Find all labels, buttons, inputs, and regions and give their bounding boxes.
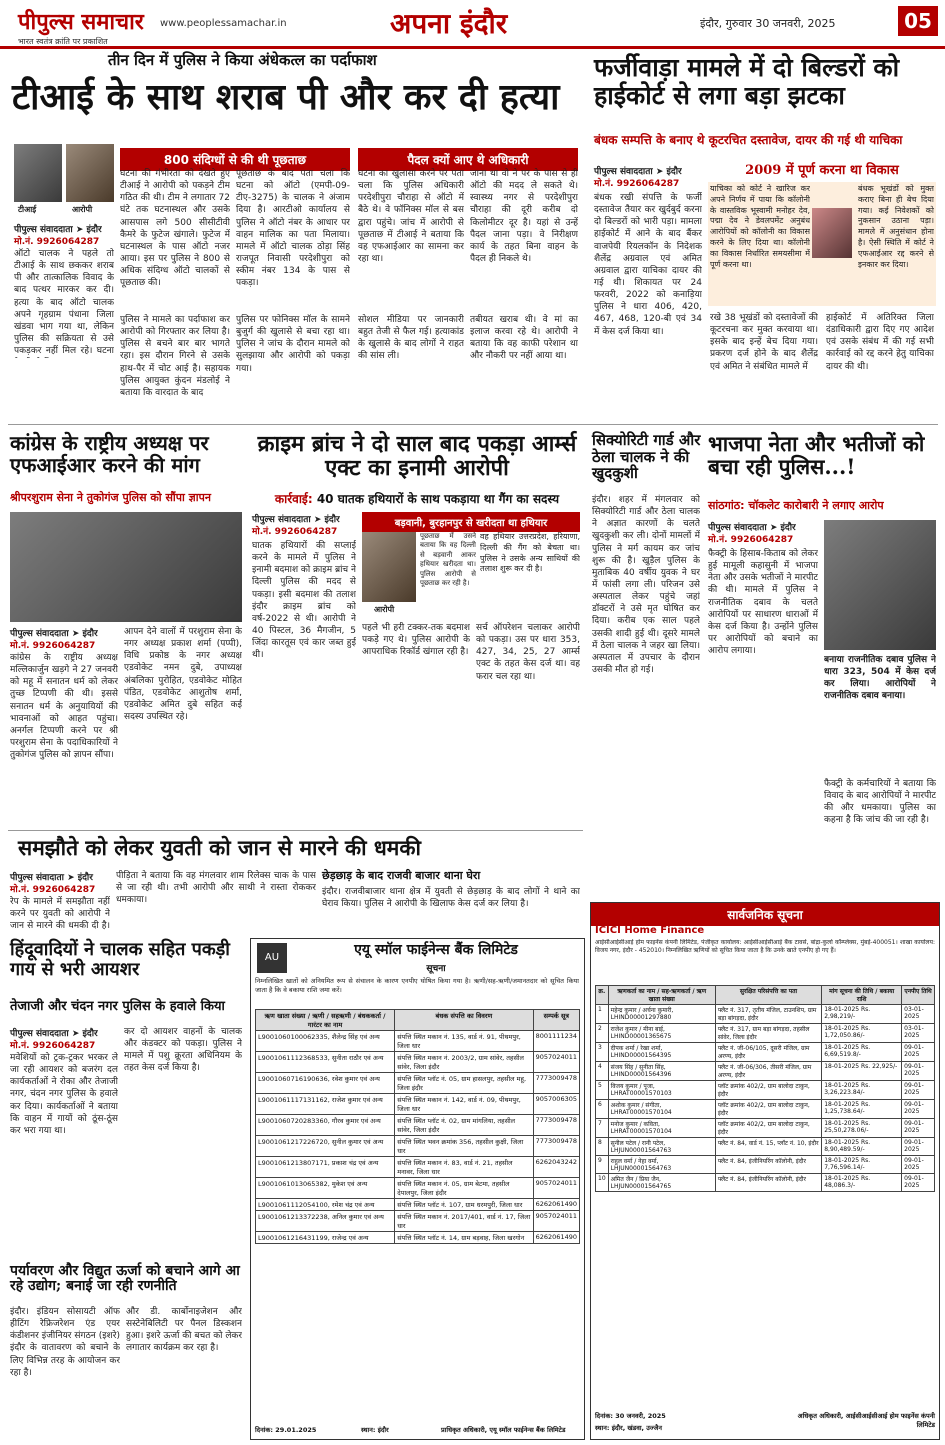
story-headline: सिक्योरिटी गार्ड और ठेला चालक ने की खुदकुशी [592, 431, 701, 482]
table-row [256, 1199, 580, 1211]
table-cell: 1 [596, 1005, 609, 1024]
story-deck [252, 490, 582, 507]
byline: पीपुल्स संवाददाता ➤ इंदौर [252, 515, 340, 525]
story-kicker: तीन दिन में पुलिस ने किया अंधेकत्ल का पर्दाफाश [108, 51, 377, 69]
reporter-mobile: मो.नं. 9926064287 [708, 535, 794, 545]
story-threat [8, 834, 583, 934]
table-cell: अशोक कुमार / संगीता, LHRAT00001570104 [608, 1100, 715, 1119]
divider [8, 830, 583, 831]
story-deck: श्रीपरशुराम सेना ने तुकोगंज पुलिस को सौंपा ज्ञापन [10, 491, 211, 504]
table-row [596, 1174, 935, 1192]
brand-logo [18, 6, 144, 47]
table-cell: 09-01-2025 [902, 1062, 935, 1081]
table-cell: फ्लैट नं. जी-06/306, तीसरी मंजिल, ग्राम अरण्य, इंदौर [715, 1062, 821, 1081]
table-cell: 09-01-2025 [902, 1156, 935, 1174]
story-bjp-leader [706, 428, 938, 898]
table-row [256, 1178, 580, 1199]
story-deck [708, 498, 936, 513]
table-cell: 18-01-2025 Rs. 48,086.3/- [822, 1174, 902, 1192]
table-cell: 18-01-2025 Rs. 8,90,489.59/- [822, 1138, 902, 1156]
table-cell: 9057024011 [533, 1052, 579, 1073]
deck-text: चॉकलेट कारोबारी ने लगाए आरोप [748, 499, 884, 512]
article-body: घातक हथियारों की सप्लाई करने के मामले में पुलिस ने इनामी बदमाश को क्राइम ब्रांच ने दिल्ली पुलिस की मदद से पकड़ा। इसी बदमाश की तलाश इंदौर क्राइम ब्रांच को वर्ष-2022 से थी। आरोपी ने 40 पिस्टल, 36 मैगजीन, 5 जिंदा कारतूस एवं कार जब्त हुई थी। [252, 541, 356, 661]
story-headline: भाजपा नेता और भतीजों को बचा रही पुलिस...! [708, 431, 925, 480]
story-congress [8, 428, 244, 828]
au-bank-notice [250, 938, 585, 1440]
table-cell: 6262061490 [533, 1232, 579, 1244]
table-cell: 18-01-2025 Rs. 3,26,223.84/- [822, 1081, 902, 1100]
table-cell: L9001060100062335, शैलेन्द्र सिंह एवं अन्य [256, 1031, 395, 1052]
table-cell: 09-01-2025 [902, 1100, 935, 1119]
box-title: 2009 में पूर्ण करना था विकास [745, 163, 899, 178]
reporter-mobile: मो.नं. 9926064287 [10, 885, 96, 895]
table-cell: 18-01-2025 Rs. 2,98,219/- [822, 1005, 902, 1024]
table-cell: 9 [596, 1156, 609, 1174]
section-title: अपना इंदौर [390, 7, 508, 40]
table-row [596, 1005, 935, 1024]
article-body: सोशल मीडिया पर जानकारी बहुत तेजी से फैल गई। हत्याकांड के खुलासे के बाद लोगों ने राहत की सांस ली। [358, 315, 464, 362]
building-photo [812, 208, 852, 258]
table-cell: संपत्ति स्थित मकान नं. 142, वार्ड नं. 09, पीथमपुर, जिला धार [395, 1094, 533, 1115]
masthead [0, 0, 945, 49]
story-crime-branch [250, 428, 583, 828]
table-cell: 10 [596, 1174, 609, 1192]
table-cell: 6 [596, 1100, 609, 1119]
table-cell: 18-01-2025 Rs. 1,72,050.86/- [822, 1024, 902, 1043]
article-body: बंधक रखी संपत्ति के फर्जी दस्तावेज तैयार कर खुर्दबुर्द करना दो बिल्डरों को भारी पड़ा। मामला हाईकोर्ट में आने के बाद बैंकर वाजपेयी रियलकॉन के निदेशक शैलेंद्र अग्रवाल एवं अमित अग्रवाल द्वारा याचिका दायर की गई थी। शिकायत पर 24 फरवरी, 2022 को कनाड़िया पुलिस ने धारा 406, 420, 467, 468, 120-बी एवं 34 में केस दर्ज किया था। [594, 193, 702, 337]
notice-signatory: अधिकृत अधिकारी, आईसीआईसीआई होम फाइनेंस कंपनी लिमिटेड [797, 1412, 935, 1429]
page-number: 05 [898, 6, 938, 36]
table-cell: 09-01-2025 [902, 1174, 935, 1192]
table-header: ऋणकर्ता का नाम / सह-ऋणकर्ता / ऋण खाता संख्या [608, 986, 715, 1005]
notice-intro: आईसीआईसीआई होम फाइनेंस कंपनी लिमिटेड, पंजीकृत कार्यालय: आईसीआईसीआई बैंक टावर्स, बांद्रा-कुर्ला कॉम्प्लेक्स, मुंबई-400051। शाखा कार्यालय: विजय नगर, इंदौर - 452010। निम्नलिखित ऋणियों को सूचित किया जाता है कि उनके खाते एनपीए हो गए हैं। [595, 939, 935, 955]
article-body: इंदौर। राजवीबाजार थाना क्षेत्र में युवती से छेड़छाड़ के बाद लोगों ने थाने का घेराव किया। पुलिस ने आरोपी के खिलाफ केस दर्ज कर लिया है। [322, 887, 580, 910]
table-cell: 3 [596, 1043, 609, 1062]
notice-table [255, 1009, 580, 1244]
article-body: ऑटो चालक ने पहले तो टीआई के साथ छककर शराब पी और तात्कालिक विवाद के बाद पत्थर मारकर कर दी। हत्या के बाद ऑटो चालक अपने गृहग्राम पंधाना जिला खंडवा भाग गया था, लेकिन पुलिस की सक्रियता से उसे पकड़कर नहीं मिल रहे। घटना [14, 249, 114, 357]
table-row [256, 1232, 580, 1244]
story-headline: पर्यावरण और विद्युत ऊर्जा को बचाने आगे आ रहे उद्योग; बनाई जा रही रणनीति [10, 1263, 240, 1295]
table-row [256, 1031, 580, 1052]
table-header: सुरक्षित परिसंपत्ति का पता [715, 986, 821, 1005]
notice-date: दिनांक: 30 जनवरी, 2025 [595, 1412, 666, 1420]
table-cell: राहुल वर्मा / नेहा वर्मा, LHJUN00001564763 [608, 1156, 715, 1174]
article-body: सर्च ऑपरेशन चलाकर आरोपी को पकड़ा। उस पर धारा 353, 427, 34, 25, 27 आर्म्स एक्ट के तहत केस दर्ज था। वह फरार चल रहा था। [476, 623, 580, 682]
story-suicide [590, 428, 702, 898]
brand-tagline: भारत स्वतंत्र क्रांति पर प्रकाशित [18, 37, 108, 46]
table-cell: विजय कुमार / पूजा, LHRAT00001570103 [608, 1081, 715, 1100]
table-cell: फ्लैट नं. 317, तृतीय मंजिल, टाउनशिप, ग्राम बड़ा बांगड़दा, इंदौर [715, 1005, 821, 1024]
table-header: बंधक संपत्ति का विवरण [395, 1010, 533, 1031]
photo-caption: आरोपी [374, 605, 395, 614]
article-body: आपन देने वालों में परशुराम सेना के नगर अध्यक्ष प्रकाश शर्मा (पप्पी), विधि प्रकोष्ठ के नगर अध्यक्ष एडवोकेट नमन दुबे, उपाध्यक्ष अंबलिका पुरोहित, एडवोकेट मोहित पंडित, एडवोकेट आशुतोष शर्मा, एडवोकेट अमित दुबे सहित कई सदस्य उपस्थित रहे। [124, 627, 242, 722]
subheading-box: 800 संदिग्धों से की थी पूछताछ [120, 148, 350, 171]
table-cell: संपत्ति स्थित मकान नं. 05, ग्राम बेटमा, तहसील देपालपुर, जिला इंदौर [395, 1178, 533, 1199]
table-cell: महेन्द्र कुमार / अर्चना कुमारी, LHIND00001297880 [608, 1005, 715, 1024]
table-cell: संपत्ति स्थित मकान नं. 83, वार्ड नं. 21, तहसील मनावर, जिला धार [395, 1157, 533, 1178]
article-body: कांग्रेस के राष्ट्रीय अध्यक्ष मल्लिकार्जुन खड़गे ने 27 जनवरी को महू में सनातन धर्म को लेकर तुच्छ टिप्पणी की थी। इससे सनातन धर्म के अनुयायियों की भावनाओं को आहत पहुंचा। अनर्गल टिप्पणी करने पर श्री परशुराम सेना के पदाधिकारियों ने तुकोगंज पुलिस को ज्ञापन सौंपा। [10, 653, 118, 761]
photo-caption: टीआई [18, 205, 37, 214]
table-cell: संपत्ति स्थित मकान नं. 2003/2, ग्राम सांवेर, तहसील सांवेर, जिला इंदौर [395, 1052, 533, 1073]
article-body: पुलिस पर फोनिक्स मॉल के सामने बुजुर्ग की खुलासे से बचा रहा था। पुलिस ने जांच के दौरान मामले को सुलझाया और आरोपी को पकड़ा गया। [236, 315, 350, 374]
table-cell: L9001061216431199, राजेन्द्र एवं अन्य [256, 1232, 395, 1244]
table-header: मांग सूचना की तिथि / बकाया राशि [822, 986, 902, 1005]
article-body: हाईकोर्ट में अतिरिक्त जिला दंडाधिकारी द्वारा दिए गए आदेश एवं उसके संबंध में की गई सभी कार्रवाई को रद्द करने हेतु याचिका दायर की थी। [826, 313, 934, 372]
divider [8, 424, 938, 425]
table-row [256, 1052, 580, 1073]
reporter-mobile: मो.नं. 9926064287 [10, 641, 96, 651]
story-deck: बंधक सम्पत्ति के बनाए थे कूटरचित दस्तावेज, दायर की गई थी याचिका [594, 133, 903, 147]
table-row [596, 1062, 935, 1081]
table-cell: दीपक शर्मा / रेखा शर्मा, LHIND00001564395 [608, 1043, 715, 1062]
table-cell: फ्लैट नं. 84, इंजीनियरिंग कॉलोनी, इंदौर [715, 1156, 821, 1174]
table-cell: 18-01-2025 Rs. 6,69,519.8/- [822, 1043, 902, 1062]
ti-photo [14, 144, 62, 202]
company-logo: ICICI Home Finance [595, 925, 705, 936]
bank-logo-icon: AU [257, 943, 287, 973]
notice-table [595, 985, 935, 1192]
notice-subtitle: सूचना [426, 964, 446, 974]
table-row [256, 1073, 580, 1094]
table-row [596, 1043, 935, 1062]
table-cell: 7773009478 [533, 1136, 579, 1157]
story-headline: हिंदूवादियों ने चालक सहित पकड़ी गाय से भरी आयशर [10, 939, 230, 980]
memorandum-photo [10, 512, 242, 622]
table-cell: 2 [596, 1024, 609, 1043]
table-cell: 8 [596, 1138, 609, 1156]
table-row [596, 1156, 935, 1174]
subheading-box: बड़वानी, बुरहानपुर से खरीदता था हथियार [362, 512, 580, 532]
article-body: पूछताछ में उसने बताया कि वह दिल्ली से बड़वानी आकर हथियार खरीदता था। पुलिस आरोपी से पूछताछ कर रही है। [420, 532, 476, 588]
story-environment [8, 1262, 244, 1440]
deck-text: 40 घातक हथियारों के साथ पकड़ाया था गैंग का सदस्य [316, 492, 560, 506]
table-row [596, 1100, 935, 1119]
table-cell: फ्लैट नं. 84, इंजीनियरिंग कॉलोनी, इंदौर [715, 1174, 821, 1192]
accused-photo [362, 532, 416, 602]
table-cell: संपत्ति स्थित प्लॉट नं. 02, ग्राम मांगलिया, तहसील सांवेर, जिला इंदौर [395, 1115, 533, 1136]
table-cell: 4 [596, 1062, 609, 1081]
article-body: इंदौर। शहर में मंगलवार को सिक्योरिटी गार्ड और ठेला चालक ने अज्ञात कारणों के चलते खुदकुशी कर ली। दोनों मामलों में पुलिस ने मर्ग कायम कर जांच शुरू की है। खुड़ैल पुलिस के मुताबिक 40 वर्षीय युवक ने घर में फांसी लगा ली। परिजन उसे अस्पताल लेकर पहुंचे जहां डॉक्टरों ने उसे मृत घोषित कर दिया। करीब एक साल पहले उसकी शादी हुई थी। दूसरे मामले में ठेला चालक ने जहर खा लिया। अस्पताल में उपचार के दौरान उसकी मौत हो गई। [592, 495, 700, 675]
table-cell: 6262061490 [533, 1199, 579, 1211]
table-cell: 9057024011 [533, 1178, 579, 1199]
accused-photo [66, 144, 114, 202]
reporter-mobile: मो.नं. 9926064287 [594, 179, 680, 189]
table-cell: संपत्ति स्थित मकान नं. 135, वार्ड नं. 91, पीथमपुर, जिला धार [395, 1031, 533, 1052]
article-body: रेप के मामले में समझौता नहीं करने पर युवती को आरोपी ने जान से मारने की धमकी दी है। [10, 897, 110, 932]
notice-intro: निम्नलिखित खातों को अनियमित रूप से संचालन के कारण एनपीए घोषित किया गया है। ऋणी/सह-ऋणी/जमानतदार को सूचित किया जाता है कि वे बकाया राशि जमा करें। [255, 977, 579, 994]
reporter-mobile: मो.नं. 9926064287 [252, 527, 338, 537]
table-header: सम्पर्क सूत्र [533, 1010, 579, 1031]
table-cell: प्लॉट क्रमांक 402/2, ग्राम बालोदा टाकुन, इंदौर [715, 1119, 821, 1138]
table-cell: फ्लैट नं. 317, ग्राम बड़ा बांगड़दा, तहसील सांवेर, जिला इंदौर [715, 1024, 821, 1043]
table-row [596, 1138, 935, 1156]
table-cell: L9001060720283360, गौरव कुमार एवं अन्य [256, 1115, 395, 1136]
article-body: पीड़िता ने बताया कि वह मंगलवार शाम रिलेक्स चाक के पास से जा रही थी। तभी आरोपी और साथी ने रास्ता रोककर धमकाया। [116, 871, 316, 906]
reporter-mobile: मो.नं. 9926064287 [14, 237, 100, 247]
story-deck: तेजाजी और चंदन नगर पुलिस के हवाले किया [10, 999, 225, 1014]
table-row [256, 1157, 580, 1178]
deck-label: सांठगांठ: [708, 499, 745, 512]
table-cell: संपत्ति स्थित मकान नं. 2017/401, वार्ड नं. 17, जिला धार [395, 1211, 533, 1232]
article-body: तबीयत खराब थी। वे मां का इलाज करवा रहे थे। आरोपी ने बताया कि वह काफी परेशान था और नौकरी पर नहीं आया था। [470, 315, 578, 362]
table-cell: L9001061112368533, सुनीता राठौर एवं अन्य [256, 1052, 395, 1073]
table-row [596, 1024, 935, 1043]
notice-place: स्थान: इंदौर [361, 1426, 389, 1434]
article-body: पूछताछ के बाद पता चला कि घटना को ऑटो (एमपी-09-टीए-3275) के चालक ने अंजाम दिया है। आरटीओ कार्यालय से पुलिस ने ऑटो नंबर के आधार पर वाहन मालिक का पता मिलाया। मामले में ऑटो चालक ठोड़ा सिंह राजपूत निवासी परदेशीपुरा को स्कीम नंबर 134 के पास से पकड़ा। [236, 169, 350, 289]
table-cell: मनोज कुमार / कविता, LHRAT00001570104 [608, 1119, 715, 1138]
table-cell: संजय सिंह / सुनीता सिंह, LHIND00001564396 [608, 1062, 715, 1081]
highlight-panel [708, 182, 936, 306]
byline: पीपुल्स संवादाता ➤ इंदौर [10, 873, 93, 883]
article-body: पहले भी हरी टक्कर-तक बदमाश पकड़े गए थे। पुलिस आरोपी के आपराधिक रिकॉर्ड खंगाल रही है। [362, 623, 470, 658]
byline: पीपुल्स संवाददाता ➤ इंदौर [10, 629, 98, 639]
table-cell: 09-01-2025 [902, 1119, 935, 1138]
article-body: फैक्ट्री के कर्मचारियों ने बताया कि विवाद के बाद आरोपियों ने मारपीट की और धमकाया। पुलिस का कहना है कि जांच की जा रही है। [824, 779, 936, 826]
table-cell: 7773009478 [533, 1073, 579, 1094]
table-cell: 18-01-2025 Rs. 1,25,738.64/- [822, 1100, 902, 1119]
article-body: फैक्ट्री के हिसाब-किताब को लेकर हुई मामूली कहासुनी में भाजपा नेता और उसके भतीजों ने मारपीट की थी। मामले में पुलिस ने राजनीतिक दबाव के चलते आरोपियों पर साधारण धाराओं में केस दर्ज किया है। उन्होंने पुलिस पर आरोपियों को बचाने का आरोप लगाया। [708, 549, 818, 657]
story-headline: टीआई के साथ शराब पी और कर दी हत्या [12, 76, 560, 118]
table-cell: 09-01-2025 [902, 1043, 935, 1062]
article-body: जाना था वो ने पर के पास से ही ऑटो की मदद ले सकते थे। स्वास्थ्य नगर से परदेशीपुरा चौराहा की दूरी करीब दो किलोमीटर दूर है। यहां से उन्हें पैदल जाना पड़ा। वे निरीक्षण कार्य के तहत बिना वाहन के पैदल ही निकले थे। [470, 169, 578, 264]
icici-notice [590, 902, 940, 1440]
article-body: घटना की गंभीरता को देखते हुए टीआई ने आरोपी को पकड़ने टीम गठित की थी। टीम ने लगातार 72 घंटे तक घटनास्थल और उसके आसपास लगे 500 सीसीटीवी कैमरे के फुटेज खंगाले। फुटेज में घटनास्थल के पास ऑटो नजर आया। इस पर पुलिस ने 800 से अधिक संदिग्ध ऑटो चालकों से पूछताछ की। [120, 169, 230, 289]
table-cell: L9001061217226720, सुनील कुमार एवं अन्य [256, 1136, 395, 1157]
table-cell: संपत्ति स्थित प्लॉट नं. 107, ग्राम धरमपुरी, जिला धार [395, 1199, 533, 1211]
table-header: एनपीए तिथि [902, 986, 935, 1005]
story-ti-murder [8, 52, 583, 422]
table-cell: 7 [596, 1119, 609, 1138]
article-body: रखे 38 भूखंडों को दस्तावेजों की कूटरचना कर मुक्त करवाया था। इसके बाद इन्हें बेच दिया गया। प्रकरण दर्ज होने के बाद शैलेंद्र एवं अमित ने संबंधित मामले में [710, 313, 818, 372]
table-cell: 03-01-2025 [902, 1005, 935, 1024]
table-cell: 18-01-2025 Rs. 22,925/- [822, 1062, 902, 1081]
table-row [596, 1119, 935, 1138]
table-row [256, 1136, 580, 1157]
table-row [596, 1081, 935, 1100]
table-cell: सुनील पटेल / रानी पटेल, LHJUN00001564763 [608, 1138, 715, 1156]
byline: पीपुल्स संवाददाता ➤ इंदौर [708, 523, 796, 533]
article-body: घटना का खुलासा करने पर पता चला कि पुलिस अधिकारी परदेशीपुरा चौराहा से ऑटो में बैठे थे। वे फॉनिक्स मॉल से बस द्वारा पहुंचे। जांच में आरोपी से पूछताछ में टीआई ने बताया कि वह एफआईआर का सामना कर रहा था। [358, 169, 464, 264]
article-body: कर दो आयशर वाहनों के चालक और कंडक्टर को पकड़ा। पुलिस ने मामले में पशु क्रूरता अधिनियम के तहत केस दर्ज किया है। [124, 1027, 242, 1074]
table-cell: 9057006305 [533, 1094, 579, 1115]
story-headline: फर्जीवाड़ा मामले में दो बिल्डरों को हाईकोर्ट से लगा बड़ा झटका [594, 53, 900, 110]
table-header: ऋण खाता संख्या / ऋणी / सहऋणी / बंधककर्ता / गारंटर का नाम [256, 1010, 395, 1031]
table-cell: L9001060716190636, रवेश कुमार एवं अन्य [256, 1073, 395, 1094]
table-cell: संपत्ति स्थित भवन क्रमांक 356, तहसील कुक्षी, जिला धार [395, 1136, 533, 1157]
table-cell: 09-01-2025 [902, 1138, 935, 1156]
table-cell: संपत्ति स्थित प्लॉट नं. 05, ग्राम हासलपुर, तहसील महू, जिला इंदौर [395, 1073, 533, 1094]
table-row [256, 1211, 580, 1232]
table-cell: 8001111234 [533, 1031, 579, 1052]
notice-title: एयू स्मॉल फाईनेन्स बैंक लिमिटेड [354, 942, 518, 958]
table-cell: अमित जैन / प्रिया जैन, LHJUN00001564765 [608, 1174, 715, 1192]
table-cell: L9001061112054100, रमेश चंद्र एवं अन्य [256, 1199, 395, 1211]
subheading-box: पैदल क्यों आए थे अधिकारी [358, 148, 578, 171]
table-cell: 7773009478 [533, 1115, 579, 1136]
table-cell: 18-01-2025 Rs. 25,50,278.06/- [822, 1119, 902, 1138]
brand-name: पीपुल्स समाचार [18, 10, 144, 35]
dateline: इंदौर, गुरुवार 30 जनवरी, 2025 [700, 17, 836, 30]
story-headline: कांग्रेस के राष्ट्रीय अध्यक्ष पर एफआईआर करने की मांग [10, 431, 209, 477]
table-cell: L9001061013065382, मुकेश एवं अन्य [256, 1178, 395, 1199]
article-body: पुलिस ने मामले का पर्दाफाश कर आरोपी को गिरफ्तार कर लिया है। पुलिस से बचने बार बार भागते रहा। इस दौरान गिरने से उसके हाथ-पैर में चोट आई है। सहायक पुलिस आयुक्त कुंदन मंडलोई ने बताया कि वारदात के बाद [120, 315, 230, 398]
article-body: वह हथियार उत्तरप्रदेश, हरियाणा, दिल्ली की गैंग को बेचता था। पुलिस ने उसके अन्य साथियों की तलाश शुरू कर दी है। [480, 532, 580, 574]
table-row [256, 1094, 580, 1115]
illustration [824, 520, 936, 650]
story-headline: क्राइम ब्रांच ने दो साल बाद पकड़ा आर्म्स एक्ट का इनामी आरोपी [257, 431, 577, 482]
notice-date: दिनांक: 29.01.2025 [255, 1426, 317, 1434]
article-body: इंदौर। इंडियन सोसायटी ऑफ हीटिंग रेफ्रिजरेशन एंड एयर कंडीशनर इंजीनियर संगठन (इशरे) इंदौर के वातावरण को बचाने के लिए विभिन्न तरह के आयोजन कर रहा है। [10, 1307, 120, 1378]
table-cell: संपत्ति स्थित प्लॉट नं. 14, ग्राम बड़वाह, जिला खरगोन [395, 1232, 533, 1244]
article-body: याचिका को कोर्ट ने खारिज कर अपने निर्णय में पाया कि कॉलोनी के वास्तविक भूस्वामी मनोहर देव, पद्मा देव ने डेवलपमेंट अनुबंध आरोपियों को कॉलोनी का विकास करने के लिए दिया था। कॉलोनी का विकास निर्धारित समयसीमा में पूर्ण करना था। [710, 184, 810, 269]
table-cell: प्लॉट क्रमांक 402/2, ग्राम बालोदा टाकुन, इंदौर [715, 1100, 821, 1119]
article-body: बंधक भूखंडों को मुक्त कराए बिना ही बेच दिया गया। कई निवेशकों को नुकसान उठाना पड़ा। मामले में अनुसंधान होना है। ऐसी स्थिति में कोर्ट ने एफआईआर रद्द करने से इनकार कर दिया। [858, 184, 934, 269]
story-headline: समझौते को लेकर युवती को जान से मारने की धमकी [18, 835, 421, 860]
article-body: और डी. कार्बोनाइजेशन और सस्टेनेबिलिटी पर पैनल डिस्कशन हुआ। इशरे ऊर्जा की बचत को लेकर लगातार कार्यक्रम कर रहा है। [126, 1307, 242, 1354]
notice-place: स्थान: इंदौर, खंडवा, उज्जैन [595, 1424, 662, 1432]
photo-caption: आरोपी [72, 205, 93, 214]
table-cell: प्लॉट क्रमांक 402/2, ग्राम बालोदा टाकुन, इंदौर [715, 1081, 821, 1100]
story-cow-truck [8, 938, 244, 1258]
table-cell: L9001061213372238, अनिल कुमार एवं अन्य [256, 1211, 395, 1232]
highlight-box: बनाया राजनीतिक दबाव पुलिस ने धारा 323, 504 में केस दर्ज कर लिया। आरोपियों ने राजनीतिक दबाव बनाया। [824, 655, 936, 702]
table-cell: L9001061117131162, राजेश कुमार एवं अन्य [256, 1094, 395, 1115]
table-cell: 18-01-2025 Rs. 7,76,596.14/- [822, 1156, 902, 1174]
table-header: क्र. [596, 986, 609, 1005]
table-cell: L9001061213807171, प्रकाश चंद्र एवं अन्य [256, 1157, 395, 1178]
table-cell: 03-01-2025 [902, 1024, 935, 1043]
article-body: मवेशियों को ट्रक-ट्रकर भरकर ले जा रही आयशर को बजरंग दल कार्यकर्ताओं ने रोका और तेजाजी नगर, चंदन नगर पुलिस के हवाले कर दिया। कार्यकर्ताओं ने बताया कि वाहन में गायों को ठूंस-ठूंस कर भरा गया था। [10, 1053, 118, 1136]
story-builders [590, 52, 938, 422]
table-cell: राजेश कुमार / मीना बाई, LHIND00001365675 [608, 1024, 715, 1043]
reporter-mobile: मो.नं. 9926064287 [10, 1041, 96, 1051]
table-cell: 5 [596, 1081, 609, 1100]
notice-signatory: प्राधिकृत अधिकारी, एयू स्मॉल फाईनेन्स बैंक लिमिटेड [441, 1426, 566, 1434]
table-cell: 9057024011 [533, 1211, 579, 1232]
table-cell: फ्लैट नं. जी-06/105, दूसरी मंजिल, ग्राम अरण्य, इंदौर [715, 1043, 821, 1062]
table-cell: 6262043242 [533, 1157, 579, 1178]
byline: पीपुल्स संवाददाता ➤ इंदौर [14, 225, 102, 235]
table-row [256, 1115, 580, 1136]
byline: पीपुल्स संवाददाता ➤ इंदौर [594, 167, 682, 177]
deck-label: कार्रवाई: [274, 492, 313, 506]
subheading: छेड़छाड़ के बाद राजवी बाजार थाना घेरा [322, 869, 481, 882]
byline: पीपुल्स संवाददाता ➤ इंदौर [10, 1029, 98, 1039]
table-cell: 09-01-2025 [902, 1081, 935, 1100]
site-url[interactable]: www.peoplessamachar.in [160, 18, 287, 29]
notice-title: सार्वजनिक सूचना [591, 903, 939, 926]
table-cell: फ्लैट नं. 84, वार्ड नं. 15, प्लॉट नं. 10, इंदौर [715, 1138, 821, 1156]
